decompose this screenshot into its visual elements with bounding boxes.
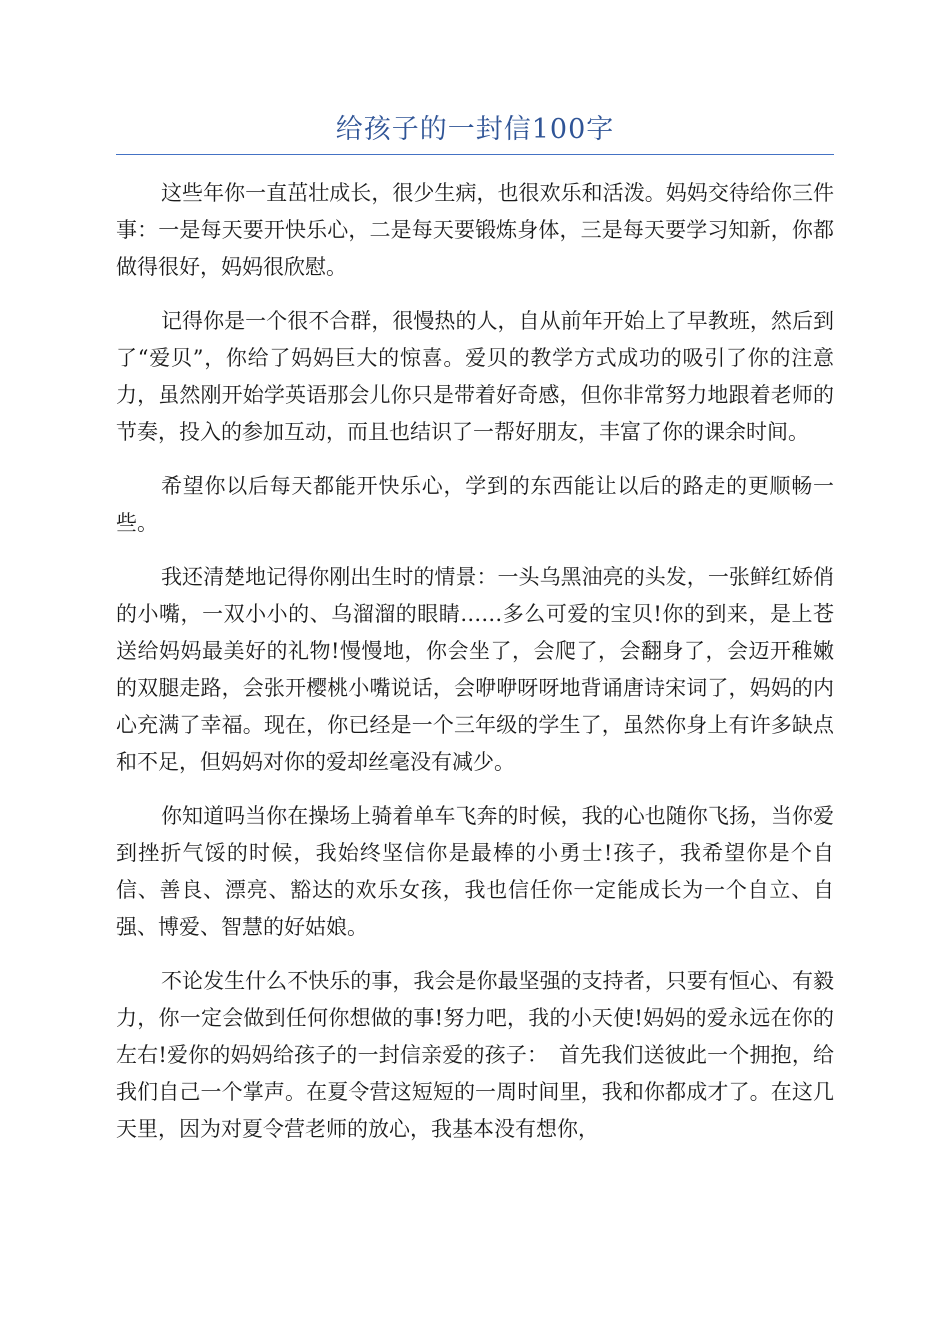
paragraph: 你知道吗当你在操场上骑着单车飞奔的时候，我的心也随你飞扬，当你爱到挫折气馁的时候，我始终坚信你是最棒的小勇士!孩子，我希望你是个自信、善良、漂亮、豁达的欢乐女孩，我也信任你一定能成长为一个自立、自强、博爱、智慧的好姑娘。 xyxy=(116,804,834,939)
document-title: 给孩子的一封信100字 xyxy=(335,114,615,145)
title-underline xyxy=(116,154,834,155)
paragraph: 不论发生什么不快乐的事，我会是你最坚强的支持者，只要有恒心、有毅力，你一定会做到任何你想做的事!努力吧，我的小天使!妈妈的爱永远在你的左右!爱你的妈妈给孩子的一封信亲爱的孩子： 首先我们送彼此一个拥抱，给我们自己一个掌声。在夏令营这短短的一周时间里，我和你都成才了。在这几天里，因为对夏令营老师的放心，我基本没有想你， xyxy=(116,969,834,1141)
document-body xyxy=(116,175,834,1165)
paragraph: 希望你以后每天都能开快乐心，学到的东西能让以后的路走的更顺畅一些。 xyxy=(116,474,834,535)
paragraph: 记得你是一个很不合群，很慢热的人，自从前年开始上了早教班，然后到了“爱贝”，你给了妈妈巨大的惊喜。爱贝的教学方式成功的吸引了你的注意力，虽然刚开始学英语那会儿你只是带着好奇感，但你非常努力地跟着老师的节奏，投入的参加互动，而且也结识了一帮好朋友，丰富了你的课余时间。 xyxy=(116,309,834,444)
paragraph: 我还清楚地记得你刚出生时的情景：一头乌黑油亮的头发，一张鲜红娇俏的小嘴，一双小小的、乌溜溜的眼睛……多么可爱的宝贝!你的到来，是上苍送给妈妈最美好的礼物!慢慢地，你会坐了，会爬了，会翻身了，会迈开稚嫩的双腿走路，会张开樱桃小嘴说话，会咿咿呀呀地背诵唐诗宋词了，妈妈的内心充满了幸福。现在，你已经是一个三年级的学生了，虽然你身上有许多缺点和不足，但妈妈对你的爱却丝毫没有减少。 xyxy=(116,565,834,774)
paragraph: 这些年你一直茁壮成长，很少生病，也很欢乐和活泼。妈妈交待给你三件事：一是每天要开快乐心，二是每天要锻炼身体，三是每天要学习知新，你都做得很好，妈妈很欣慰。 xyxy=(116,181,834,279)
